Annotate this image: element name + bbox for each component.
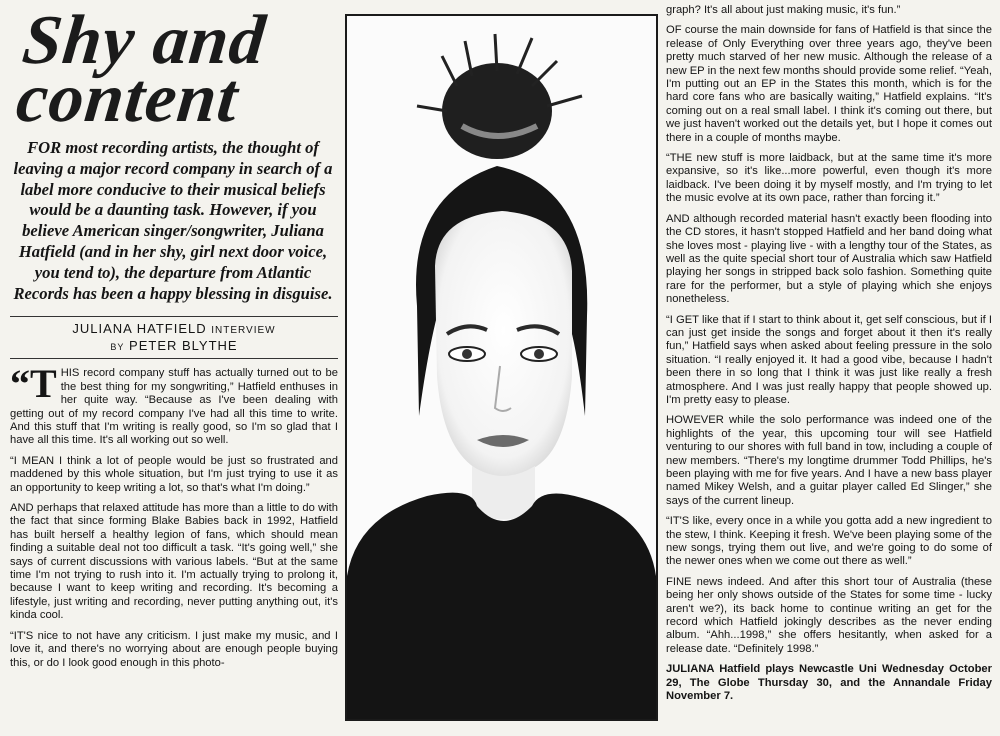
- portrait-photo: [345, 14, 658, 721]
- paragraph-lead: HOWEVER: [666, 414, 724, 427]
- paragraph-lead: JULIANA: [666, 663, 715, 676]
- body-paragraph: [666, 314, 992, 408]
- headline: [12, 2, 338, 137]
- portrait-illustration: [347, 16, 656, 719]
- byline-name: JULIANA HATFIELD: [72, 321, 207, 337]
- paragraph-text: nice to not have any criticism. I just make my music, and I love it, and there's no worrying about are enough people buying this, or do I look good enough in this photo-: [10, 629, 338, 669]
- paragraph-lead: “I GET: [666, 313, 699, 326]
- paragraph-text: news indeed. And after this short tour of Australia (these being her only shows outside of the States for some time - lucky aren't we?), its back home to continue writing an get for the record which Hatfield jokingly describes as the never ending album. “Ahh...1998,” she offers hesitantly, when asked for a release date. “Definitely 1998.”: [666, 575, 992, 655]
- byline-by: BY: [110, 342, 125, 353]
- paragraph-text: while the solo performance was indeed one of the highlights of the year, this upcoming tour will see Hatfield venturing to our shores with full band in tow, including a couple of new members. “There's my longtime drummer Todd Phillips, he's been playing with me for five years. And I have a new bass player named Mikey Welsh, and a guitar player called Ed Slinger,” she says of the current lineup.: [666, 414, 992, 507]
- body-paragraph: [666, 414, 992, 508]
- body-paragraph: [666, 24, 992, 145]
- paragraph-text: course the main downside for fans of Hatfield is that since the release of Only Everything over three years ago, they've been pretty much starved of her new music. Although the release of a new EP in the next few months should provide some relief. “Yeah, I'm putting out an EP in the States this month, which is for the hard core fans who are basically waiting,” Hatfield explains. “It's coming out on a real small label. I think it's coming out there, but we just haven't worked out the details yet, but I hope it comes out there in a couple of months maybe.: [666, 24, 992, 144]
- right-column: [666, 0, 992, 736]
- body-paragraph: [666, 515, 992, 569]
- paragraph-lead: “THE: [666, 152, 693, 165]
- paragraph-text: HIS record company stuff has actually turned out to be the best thing for my songwriting,” Hatfield enthuses in her quite way. “Because as I've been dealing with getting out of my record company I've had all this time to write. And this stuff that I'm writing is really good, so I'm so glad that I have all this time. It's all working out so well.: [10, 367, 338, 447]
- paragraph-text: although recorded material hasn't exactly been flooding into the CD stores, it hasn't stopped Hatfield and her band doing what she loves most - playing live - with a lengthy tour of the States, as well as the quite special short tour of Australia which saw Hatfield playing her songs in stripped back solo fashion. Something quite rare for the performer, but a style of playing which she enjoys nonetheless.: [666, 212, 992, 306]
- body-paragraph: [10, 502, 338, 623]
- gig-listing: [666, 663, 992, 703]
- body-paragraph: [10, 630, 338, 670]
- paragraph-lead: OF: [666, 24, 682, 37]
- paragraph-lead: “IT'S: [10, 629, 34, 642]
- paragraph-text: Hatfield plays Newcastle Uni Wednesday October 29, The Globe Thursday 30, and the Annandale Friday November 7.: [666, 663, 992, 703]
- paragraph-text: like that if I start to think about it, get self conscious, but if I can just get inside the songs and forget about it then it's really fun,” Hatfield says when asked about feeling pressure in the solo situation. “I really enjoyed it. It had a good vibe, because I hadn't been there in so long that I think it was just like really a fresh atmosphere. And I was just really happy that people showed up. I'm pretty easy to please.: [666, 313, 992, 406]
- paragraph-text: I think a lot of people would be just so frustrated and maddened by this whole situation, but I'm just trying to use it as an opportunity to keep writing a lot, so that's what I'm doing.”: [10, 454, 338, 494]
- left-column: [10, 0, 338, 736]
- headline-line-1: Shy and: [19, 2, 270, 79]
- paragraph-text: like, every once in a while you gotta add a new ingredient to the stew, I think. Keeping it fresh. We've been playing some of the new songs, trying them out live, and we're going to do some of the newer ones when we come out there as well.”: [666, 515, 992, 568]
- paragraph-text: perhaps that relaxed attitude has more than a little to do with the fact that since forming Blake Babies back in 1992, Hatfield has built herself a healthy legion of fans, which should mean finding a suitable deal not too difficult a task. “It's going well,” she says of current discussions with various labels. “But at the same time I'm not trying to rush into it. I'm actually trying to prolong it, because I want to keep writing and recording. It's becoming a lifestyle, just writing and recording, never putting anything out, it's kinda cool.: [10, 502, 338, 622]
- paragraph-lead: AND: [666, 212, 690, 225]
- drop-cap: “T: [10, 361, 57, 407]
- body-paragraph: [666, 213, 992, 307]
- body-paragraph: [10, 361, 338, 447]
- body-paragraph: [666, 152, 992, 206]
- standfirst: FOR most recording artists, the thought of leaving a major record company in search of a label more conducive to their musical beliefs would be a daunting task. However, if you believe American singer/songwriter, Juliana Hatfield (and in her shy, girl next door voice, you tend to), the departure from Atlantic Records has been a happy blessing in disguise.: [13, 138, 333, 303]
- paragraph-lead: “I MEAN: [10, 454, 55, 467]
- paragraph-lead: FINE: [666, 575, 692, 588]
- byline-author: PETER BLYTHE: [129, 338, 238, 354]
- black-top: [347, 493, 656, 719]
- paragraph-lead: “IT'S: [666, 515, 690, 528]
- byline: [10, 316, 338, 359]
- byline-type: INTERVIEW: [211, 325, 276, 337]
- paragraph-text: graph? It's all about just making music, it's fun.”: [666, 4, 901, 16]
- paragraph-text: new stuff is more laidback, but at the same time it's more expansive, so it's like...more powerful, even though it's more laidback. I've been doing it by myself mostly, and I'm trying to let the music evolve at its own pace, rather than forcing it.”: [666, 152, 992, 205]
- paragraph-lead: AND: [10, 502, 34, 515]
- body-paragraph: [10, 455, 338, 495]
- body-paragraph: [666, 576, 992, 656]
- body-paragraph: [666, 4, 992, 17]
- headline-line-2: content: [12, 60, 242, 137]
